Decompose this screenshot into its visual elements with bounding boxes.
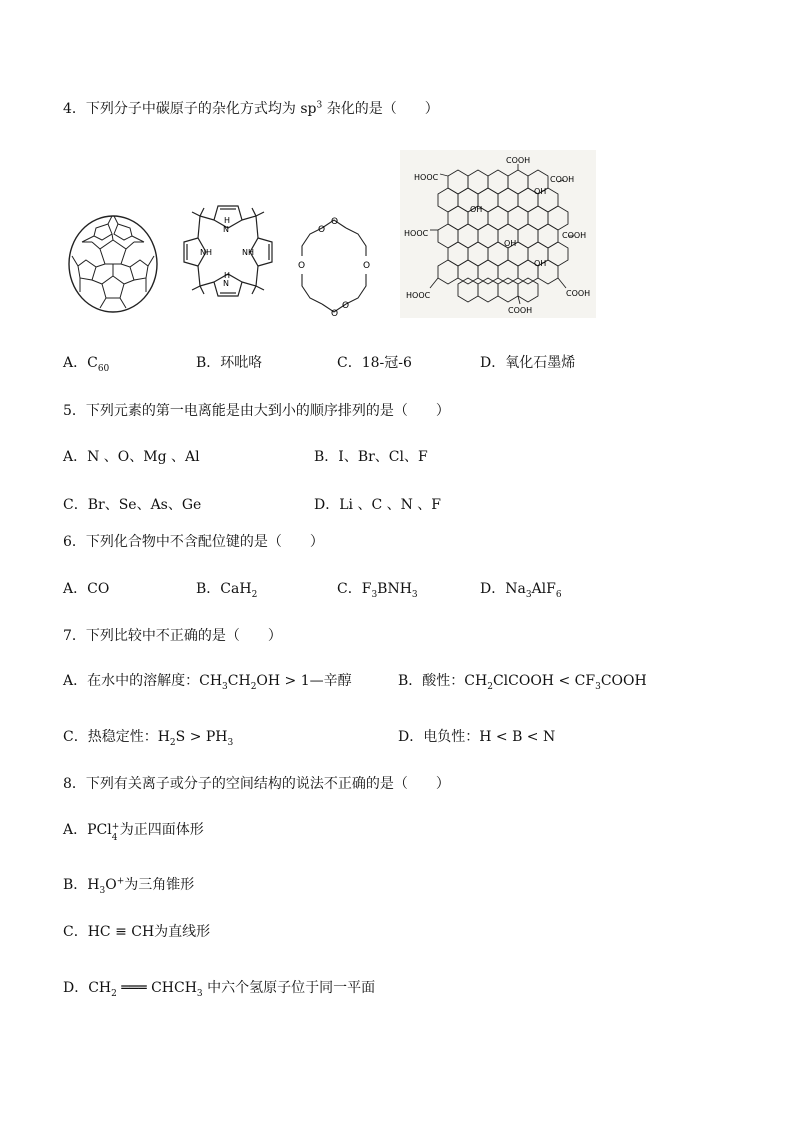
q5-option-a[interactable]: A．N 、O、Mg 、Al xyxy=(63,449,200,465)
go-label-10: HOOC xyxy=(406,291,431,300)
q6-stem: 6．下列化合物中不含配位键的是（ ） xyxy=(63,534,324,550)
q8-option-d[interactable]: D．$CH_2$ ═══ $CHCH_3$ 中六个氢原子位于同一平面 xyxy=(63,980,376,999)
go-label-4: OH xyxy=(534,187,547,196)
go-label-8: OH xyxy=(504,239,517,248)
nh-h-top: H xyxy=(224,216,231,225)
go-label-11: COOH xyxy=(566,289,591,298)
go-label-1: COOH xyxy=(506,156,531,165)
crown-o-5: O xyxy=(318,225,326,235)
q4-option-c[interactable]: C．18-冠-6 xyxy=(337,355,412,371)
q4-option-d[interactable]: D．氧化石墨烯 xyxy=(480,355,576,371)
q6-option-c[interactable]: C．$F_3BNH_3$ xyxy=(337,581,418,600)
go-label-12: COOH xyxy=(508,306,533,315)
q4-option-a[interactable]: A．$C_{60}$ xyxy=(63,355,110,374)
nh-right: NH xyxy=(242,248,254,257)
q8-option-c[interactable]: C．HC ≡ CH为直线形 xyxy=(63,924,211,940)
q5-option-d[interactable]: D．Li 、C 、N 、F xyxy=(314,497,442,513)
q7-option-a[interactable]: A．在水中的溶解度：$CH_3CH_2OH$ > 1—辛醇 xyxy=(63,673,352,692)
go-label-5: OH xyxy=(470,205,483,214)
nh-h-bottom: H xyxy=(224,271,231,280)
go-label-3: COOH xyxy=(550,175,575,184)
q7-option-c[interactable]: C．热稳定性：$H_2S > PH_3$ xyxy=(63,729,234,748)
crown-o-4: O xyxy=(298,261,306,271)
q6-option-a[interactable]: A．CO xyxy=(63,581,110,597)
c60-figure xyxy=(66,212,160,316)
crown-o-2: O xyxy=(363,261,371,271)
q8-stem: 8．下列有关离子或分子的空间结构的说法不正确的是（ ） xyxy=(63,776,450,792)
crown-ether-figure xyxy=(286,214,382,318)
q5-option-c[interactable]: C．Br、Se、As、Ge xyxy=(63,497,202,513)
go-label-2: HOOC xyxy=(414,173,439,182)
q4-option-b[interactable]: B．环吡咯 xyxy=(196,355,263,371)
crown-o-3: O xyxy=(331,309,339,318)
q6-option-d[interactable]: D．$Na_3AlF_6$ xyxy=(480,581,562,600)
nh-n-top: N xyxy=(223,225,229,234)
q8-option-a[interactable]: A．PCl + 4 为正四面体形 xyxy=(63,822,204,843)
q6-option-b[interactable]: B．CaH$_2$ xyxy=(196,581,258,600)
q8-option-b[interactable]: B．$H_3O^+$为三角锥形 xyxy=(63,876,195,896)
nh-n-bottom: N xyxy=(223,279,229,288)
crown-o-6: O xyxy=(342,301,350,311)
q7-option-d[interactable]: D．电负性：H < B < N xyxy=(398,729,556,745)
go-label-7: COOH xyxy=(562,231,587,240)
nh-left: NH xyxy=(200,248,212,257)
q7-option-b[interactable]: B．酸性：$CH_2ClCOOH$ < $CF_3COOH$ xyxy=(398,673,647,692)
q5-stem: 5．下列元素的第一电离能是由大到小的顺序排列的是（ ） xyxy=(63,403,450,419)
cyclopyrrole-figure xyxy=(178,196,278,308)
go-label-9: OH xyxy=(534,259,547,268)
graphene-oxide-figure xyxy=(400,150,596,318)
go-label-6: HOOC xyxy=(404,229,429,238)
q7-stem: 7．下列比较中不正确的是（ ） xyxy=(63,628,282,644)
crown-o-1: O xyxy=(331,217,339,227)
q4-stem: 4．下列分子中碳原子的杂化方式均为 $sp^3$ 杂化的是（ ） xyxy=(63,100,439,117)
q5-option-b[interactable]: B．I、Br、Cl、F xyxy=(314,449,428,465)
